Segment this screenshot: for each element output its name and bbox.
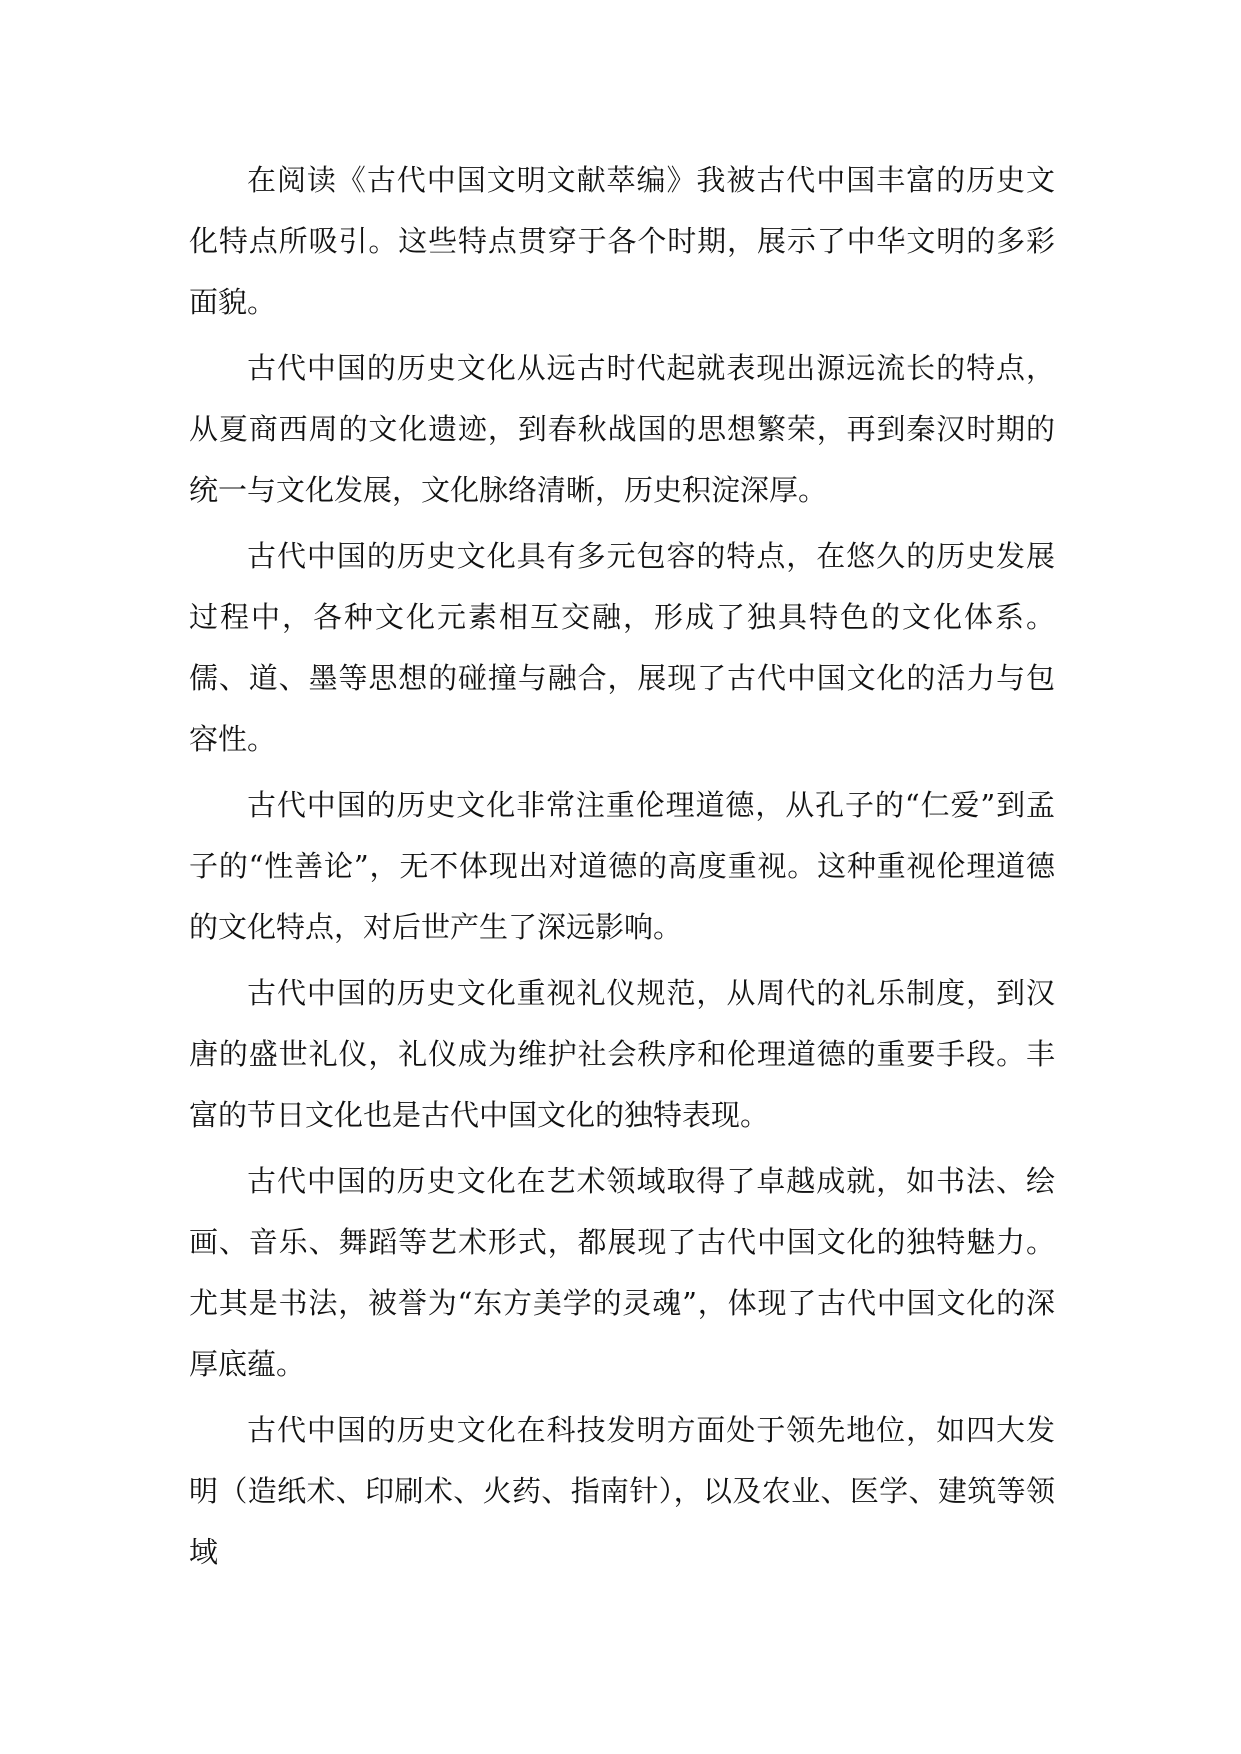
paragraph-etiquette: 古代中国的历史文化重视礼仪规范，从周代的礼乐制度，到汉唐的盛世礼仪，礼仪成为维护社会秩序和伦理道德的重要手段。丰富的节日文化也是古代中国文化的独特表现。 [189, 976, 1055, 1132]
paragraph-science: 古代中国的历史文化在科技发明方面处于领先地位，如四大发明（造纸术、印刷术、火药、指南针），以及农业、医学、建筑等领域 [189, 1413, 1055, 1569]
paragraph-arts: 古代中国的历史文化在艺术领域取得了卓越成就，如书法、绘画、音乐、舞蹈等艺术形式，都展现了古代中国文化的独特魅力。尤其是书法，被誉为“东方美学的灵魂”，体现了古代中国文化的深厚底蕴。 [189, 1164, 1055, 1381]
paragraph-long-history: 古代中国的历史文化从远古时代起就表现出源远流长的特点，从夏商西周的文化遗迹，到春秋战国的思想繁荣，再到秦汉时期的统一与文化发展，文化脉络清晰，历史积淀深厚。 [189, 351, 1055, 507]
paragraph-ethics: 古代中国的历史文化非常注重伦理道德，从孔子的“仁爱”到孟子的“性善论”，无不体现出对道德的高度重视。这种重视伦理道德的文化特点，对后世产生了深远影响。 [189, 788, 1055, 944]
paragraph-inclusiveness: 古代中国的历史文化具有多元包容的特点，在悠久的历史发展过程中，各种文化元素相互交融，形成了独具特色的文化体系。儒、道、墨等思想的碰撞与融合，展现了古代中国文化的活力与包容性。 [189, 539, 1055, 756]
paragraph-intro: 在阅读《古代中国文明文献萃编》我被古代中国丰富的历史文化特点所吸引。这些特点贯穿于各个时期，展示了中华文明的多彩面貌。 [189, 163, 1055, 319]
document-body [189, 150, 1055, 1588]
